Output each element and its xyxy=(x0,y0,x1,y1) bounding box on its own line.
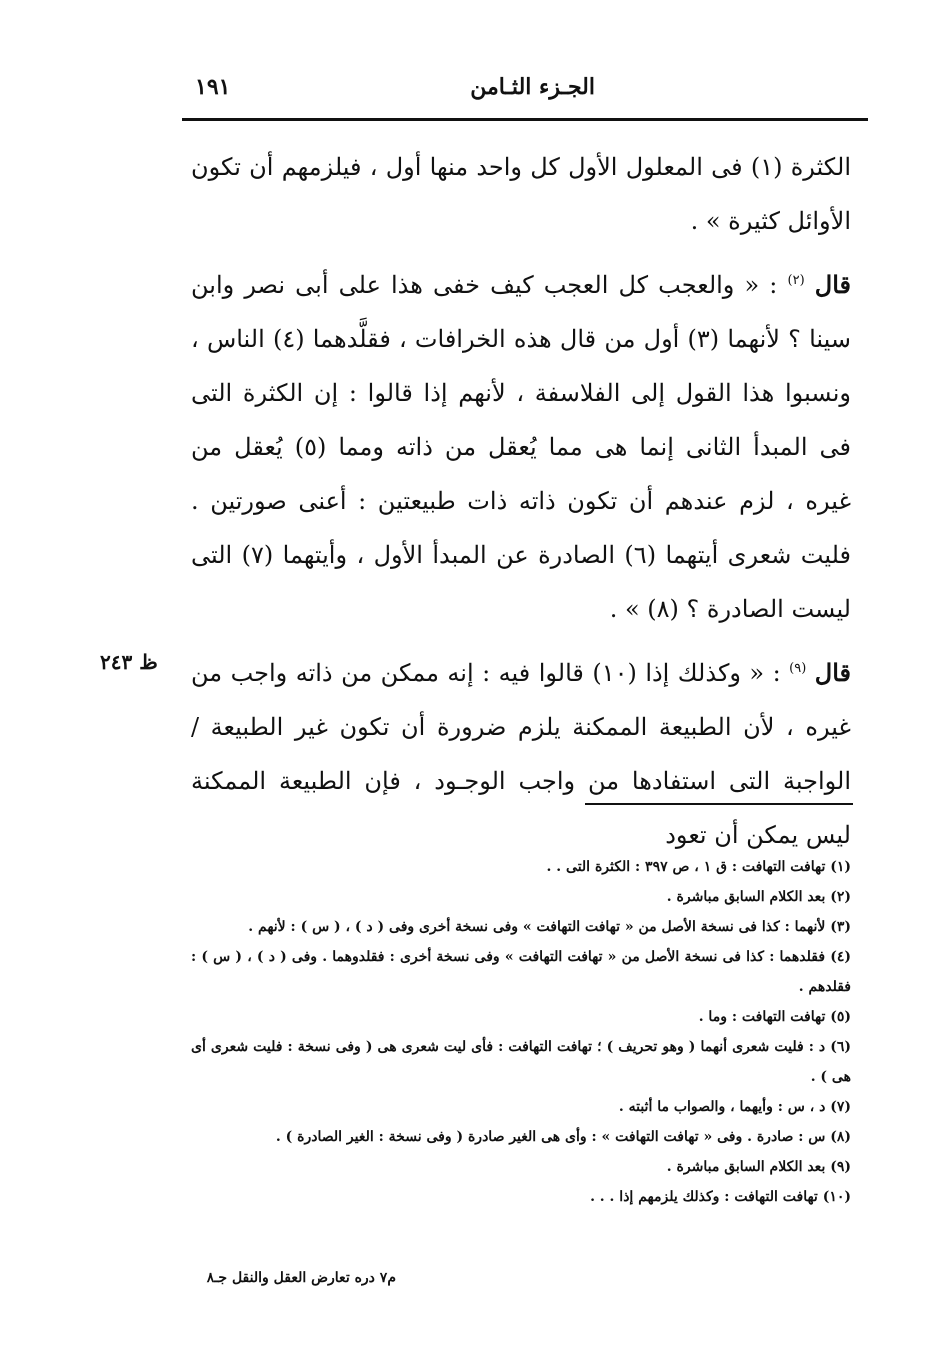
speaker-label: قال xyxy=(814,658,851,687)
page-number: ١٩١ xyxy=(195,74,231,100)
printer-signature: م٧ دره تعارض العقل والنقل جـ٨ xyxy=(206,1270,396,1286)
footnote-ref: (٢) xyxy=(787,273,805,288)
paragraph-text: الكثرة (١) فى المعلول الأول كل واحد منها أول ، فيلزمهم أن تكون الأوائل كثيرة » . xyxy=(191,153,851,235)
footnote: (٩) بعد الكلام السابق مباشرة . xyxy=(666,1159,851,1175)
paragraph-text: : « والعجب كل العجب كيف خفى هذا على أبى نصر وابن سينا ؟ لأنهما (٣) أول من قال هذه الخرافات ، فقلَّدهما (٤) الناس ، ونسبوا هذا القول إلى الفلاسفة ، لأنهم إذا قالوا : إن الكثرة التى فى المبدأ الثانى إنما هى مما يُعقل من ذاته ومما (٥) يُعقل من غيره ، لزم عندهم أن تكون ذاته ذات طبيعتين : أعنى صورتين . فليت شعرى أيتهما (٦) الصادرة عن المبدأ الأول ، وأيتهما (٧) التى ليست الصادرة ؟ (٨) » . xyxy=(191,271,852,623)
footnote-rule xyxy=(585,803,853,805)
manuscript-folio-note: ظ ٢٤٣ xyxy=(100,650,158,674)
footnotes xyxy=(191,852,851,1212)
footnote: (١٠) تهافت التهافت : وكذلك يلزمهم إذا . . . xyxy=(590,1189,851,1205)
header-rule xyxy=(182,118,868,121)
header-title: الجـزء الثـامن xyxy=(470,74,595,100)
running-header xyxy=(185,66,865,114)
footnote-ref: (٩) xyxy=(789,661,807,676)
footnote: (٥) تهافت التهافت : وما . xyxy=(698,1009,851,1025)
paragraph xyxy=(191,140,851,248)
paragraph xyxy=(191,258,851,636)
footnote: (٦) د : فليت شعرى أنهما ( وهو تحريف ) ؛ تهافت التهافت : فأى ليت شعرى هى ( وفى نسخة : فليت شعرى أى هى ) . xyxy=(191,1039,851,1085)
paragraph-text: : « وكذلك إذا (١٠) قالوا فيه : إنه ممكن من ذاته واجب من غيره ، لأن الطبيعة الممكنة يلزم ضرورة أن تكون غير الطبيعة / الواجبة التى استفادها من واجب الوجـود ، فإن الطبيعة الممكنة ليس يمكن أن تعود xyxy=(191,659,851,849)
footnote: (٤) فقلدهما : كذا فى نسخة الأصل من « تهافت التهافت » وفى نسخة أخرى : فقلدوهما . وفى ( د ) ، ( س ) : فقلدهم . xyxy=(191,949,851,995)
footnote: (٣) لأنهما : كذا فى نسخة الأصل من « تهافت التهافت » وفى نسخة أخرى وفى ( د ) ، ( س ) : لأنهم . xyxy=(248,919,851,935)
footnote: (٨) س : صادرة . وفى « تهافت التهافت » : وأى هى الغير صادرة ( وفى نسخة : الغير الصادرة ) . xyxy=(275,1129,851,1145)
body-text xyxy=(191,140,851,862)
footnote: (٧) د ، س : وأيهما ، والصواب ما أثبته . xyxy=(618,1099,851,1115)
footnote: (١) تهافت التهافت : ق ١ ، ص ٣٩٧ : الكثرة التى . . xyxy=(546,859,851,875)
speaker-label: قال xyxy=(814,270,852,299)
footnote: (٢) بعد الكلام السابق مباشرة . xyxy=(666,889,851,905)
paragraph xyxy=(191,646,851,862)
